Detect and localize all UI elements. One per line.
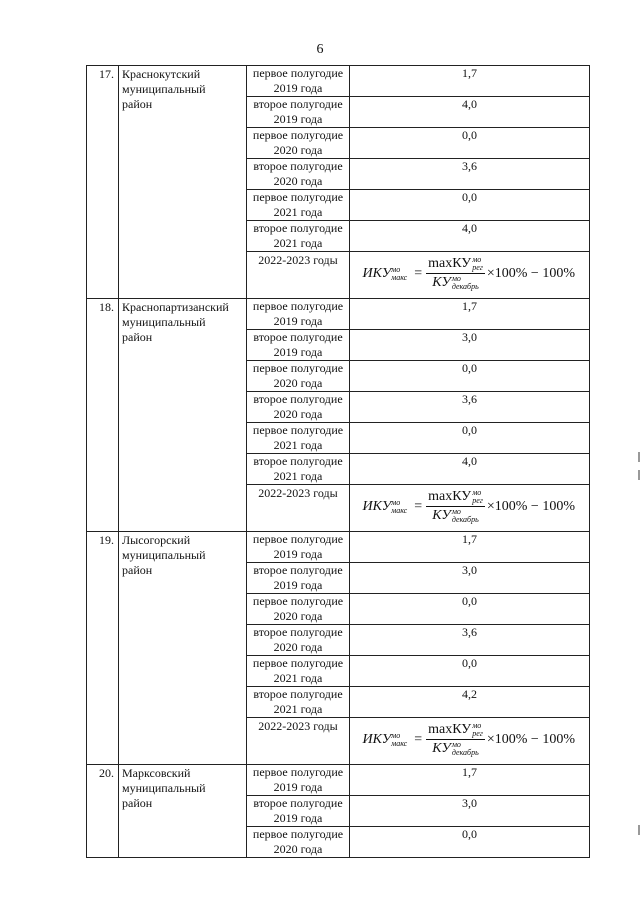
formula-rhs: ×100% − 100% bbox=[486, 732, 575, 747]
period-line: второе полугодие bbox=[253, 159, 343, 173]
period-cell bbox=[247, 97, 350, 128]
period-line: второе полугодие bbox=[253, 392, 343, 406]
formula-lhs-sup: мо bbox=[391, 730, 401, 740]
formula-lhs-sub: макс bbox=[391, 505, 408, 515]
period-line: второе полугодие bbox=[253, 221, 343, 235]
formula-rhs: ×100% − 100% bbox=[486, 266, 575, 281]
formula-denominator bbox=[432, 507, 478, 524]
formula-numerator bbox=[426, 722, 485, 740]
table-row bbox=[87, 532, 590, 563]
value-cell: 4,0 bbox=[350, 221, 590, 252]
period-line: 2019 года bbox=[273, 81, 323, 95]
region-number: 20. bbox=[87, 765, 119, 858]
formula-lhs-indices bbox=[391, 266, 407, 282]
period-line: второе полугодие bbox=[253, 454, 343, 468]
formula-fraction bbox=[426, 256, 485, 291]
period-cell bbox=[247, 765, 350, 796]
formula-lhs-sup: мо bbox=[391, 497, 401, 507]
region-name bbox=[119, 66, 247, 299]
table-body bbox=[87, 66, 590, 858]
region-name-line: муниципальный bbox=[122, 781, 206, 795]
period-line: 2021 года bbox=[273, 671, 323, 685]
formula-equals: = bbox=[414, 266, 423, 281]
period-cell-final: 2022-2023 годы bbox=[247, 485, 350, 532]
formula-den-main: КУ bbox=[432, 741, 451, 756]
formula-num-indices bbox=[472, 256, 483, 272]
period-cell bbox=[247, 796, 350, 827]
value-cell: 3,6 bbox=[350, 159, 590, 190]
period-cell bbox=[247, 532, 350, 563]
region-name-line: Краснопартизанский bbox=[122, 300, 229, 314]
formula-den-sup: мо bbox=[451, 740, 461, 749]
period-line: 2019 года bbox=[273, 780, 323, 794]
period-cell bbox=[247, 190, 350, 221]
table-row bbox=[87, 66, 590, 97]
value-cell: 1,7 bbox=[350, 66, 590, 97]
period-line: второе полугодие bbox=[253, 330, 343, 344]
formula-cell bbox=[350, 252, 590, 299]
formula-den-sup: мо bbox=[451, 507, 461, 516]
value-cell: 1,7 bbox=[350, 765, 590, 796]
value-cell: 0,0 bbox=[350, 361, 590, 392]
table-row bbox=[87, 299, 590, 330]
region-number: 18. bbox=[87, 299, 119, 532]
period-line: первое полугодие bbox=[252, 361, 344, 375]
region-name bbox=[119, 765, 247, 858]
value-cell: 4,0 bbox=[350, 97, 590, 128]
formula-den-sub: декабрь bbox=[451, 748, 479, 757]
formula-equals: = bbox=[414, 499, 423, 514]
region-name-line: район bbox=[122, 563, 153, 577]
region-number: 19. bbox=[87, 532, 119, 765]
value-cell: 3,0 bbox=[350, 330, 590, 361]
formula-numerator bbox=[426, 256, 485, 274]
value-cell: 3,0 bbox=[350, 796, 590, 827]
period-line: 2021 года bbox=[273, 205, 323, 219]
period-line: 2020 года bbox=[273, 842, 323, 856]
value-cell: 1,7 bbox=[350, 299, 590, 330]
period-line: второе полугодие bbox=[253, 563, 343, 577]
region-name-line: муниципальный bbox=[122, 82, 206, 96]
period-cell bbox=[247, 687, 350, 718]
period-line: второе полугодие bbox=[253, 97, 343, 111]
formula-den-sub: декабрь bbox=[451, 282, 479, 291]
region-name-line: район bbox=[122, 796, 153, 810]
region-name bbox=[119, 299, 247, 532]
table-row bbox=[87, 765, 590, 796]
period-cell bbox=[247, 361, 350, 392]
period-cell bbox=[247, 656, 350, 687]
formula-den-main: КУ bbox=[432, 508, 451, 523]
value-cell: 0,0 bbox=[350, 827, 590, 858]
region-name-line: Лысогорский bbox=[122, 533, 191, 547]
formula-num-indices bbox=[472, 722, 483, 738]
formula-num-sup: мо bbox=[472, 721, 482, 730]
period-line: второе полугодие bbox=[253, 625, 343, 639]
formula bbox=[362, 489, 575, 524]
period-line: 2021 года bbox=[273, 702, 323, 716]
period-line: 2020 года bbox=[273, 407, 323, 421]
period-line: первое полугодие bbox=[252, 190, 344, 204]
value-cell: 3,6 bbox=[350, 625, 590, 656]
period-line: 2020 года bbox=[273, 640, 323, 654]
period-cell bbox=[247, 625, 350, 656]
formula-lhs bbox=[362, 499, 407, 515]
period-line: 2020 года bbox=[273, 174, 323, 188]
formula-den-indices bbox=[452, 275, 479, 291]
period-line: второе полугодие bbox=[253, 796, 343, 810]
formula-equals: = bbox=[414, 732, 423, 747]
formula bbox=[362, 256, 575, 291]
value-cell: 0,0 bbox=[350, 656, 590, 687]
period-line: первое полугодие bbox=[252, 299, 344, 313]
period-line: 2020 года bbox=[273, 143, 323, 157]
period-line: 2019 года bbox=[273, 112, 323, 126]
period-cell-final: 2022-2023 годы bbox=[247, 718, 350, 765]
formula-den-indices bbox=[452, 741, 479, 757]
tariff-table bbox=[86, 65, 590, 858]
value-cell: 4,0 bbox=[350, 454, 590, 485]
formula bbox=[362, 722, 575, 757]
formula-lhs-sup: мо bbox=[391, 264, 401, 274]
formula-fraction bbox=[426, 722, 485, 757]
formula-den-main: КУ bbox=[432, 275, 451, 290]
period-line: 2020 года bbox=[273, 376, 323, 390]
period-cell bbox=[247, 594, 350, 625]
period-cell bbox=[247, 827, 350, 858]
period-cell bbox=[247, 221, 350, 252]
period-cell bbox=[247, 330, 350, 361]
period-line: первое полугодие bbox=[252, 128, 344, 142]
value-cell: 0,0 bbox=[350, 594, 590, 625]
period-line: 2019 года bbox=[273, 345, 323, 359]
period-line: 2019 года bbox=[273, 811, 323, 825]
formula-den-sup: мо bbox=[451, 274, 461, 283]
period-line: первое полугодие bbox=[252, 656, 344, 670]
region-name-line: Марксовский bbox=[122, 766, 191, 780]
value-cell: 3,0 bbox=[350, 563, 590, 594]
value-cell: 0,0 bbox=[350, 190, 590, 221]
formula-lhs-sub: макс bbox=[391, 738, 408, 748]
value-cell: 0,0 bbox=[350, 128, 590, 159]
formula-num-sup: мо bbox=[472, 488, 482, 497]
period-line: 2020 года bbox=[273, 609, 323, 623]
period-line: 2021 года bbox=[273, 236, 323, 250]
formula-lhs-main: ИКУ bbox=[362, 265, 392, 281]
period-line: 2021 года bbox=[273, 469, 323, 483]
formula-lhs-main: ИКУ bbox=[362, 498, 392, 514]
period-line: 2019 года bbox=[273, 578, 323, 592]
region-name-line: муниципальный bbox=[122, 548, 206, 562]
period-line: 2019 года bbox=[273, 547, 323, 561]
formula-num-sub: рег bbox=[472, 496, 483, 505]
formula-rhs: ×100% − 100% bbox=[486, 499, 575, 514]
period-line: первое полугодие bbox=[252, 532, 344, 546]
period-line: первое полугодие bbox=[252, 594, 344, 608]
page-number: 6 bbox=[316, 42, 324, 57]
period-line: первое полугодие bbox=[252, 66, 344, 80]
period-cell bbox=[247, 159, 350, 190]
formula-num-sub: рег bbox=[472, 263, 483, 272]
period-line: 2021 года bbox=[273, 438, 323, 452]
formula-cell bbox=[350, 485, 590, 532]
period-line: второе полугодие bbox=[253, 687, 343, 701]
value-cell: 1,7 bbox=[350, 532, 590, 563]
formula-denominator bbox=[432, 740, 478, 757]
period-line: 2019 года bbox=[273, 314, 323, 328]
period-cell-final: 2022-2023 годы bbox=[247, 252, 350, 299]
formula-fraction bbox=[426, 489, 485, 524]
formula-numerator bbox=[426, 489, 485, 507]
region-name-line: Краснокутский bbox=[122, 67, 201, 81]
formula-num-indices bbox=[472, 489, 483, 505]
formula-den-sub: декабрь bbox=[451, 515, 479, 524]
period-cell bbox=[247, 128, 350, 159]
period-line: первое полугодие bbox=[252, 827, 344, 841]
period-line: первое полугодие bbox=[252, 765, 344, 779]
period-cell bbox=[247, 299, 350, 330]
region-name bbox=[119, 532, 247, 765]
value-cell: 0,0 bbox=[350, 423, 590, 454]
formula-lhs bbox=[362, 266, 407, 282]
region-name-line: район bbox=[122, 330, 153, 344]
region-name-line: район bbox=[122, 97, 153, 111]
period-cell bbox=[247, 454, 350, 485]
formula-num-main: maxКУ bbox=[428, 256, 472, 271]
period-cell bbox=[247, 563, 350, 594]
formula-lhs-main: ИКУ bbox=[362, 731, 392, 747]
formula-num-main: maxКУ bbox=[428, 489, 472, 504]
formula-cell bbox=[350, 718, 590, 765]
formula-den-indices bbox=[452, 508, 479, 524]
region-number: 17. bbox=[87, 66, 119, 299]
formula-num-main: maxКУ bbox=[428, 722, 472, 737]
value-cell: 4,2 bbox=[350, 687, 590, 718]
formula-lhs bbox=[362, 732, 407, 748]
formula-num-sub: рег bbox=[472, 729, 483, 738]
formula-lhs-indices bbox=[391, 732, 407, 748]
period-cell bbox=[247, 66, 350, 97]
period-cell bbox=[247, 423, 350, 454]
period-line: первое полугодие bbox=[252, 423, 344, 437]
period-cell bbox=[247, 392, 350, 423]
formula-lhs-sub: макс bbox=[391, 272, 408, 282]
region-name-line: муниципальный bbox=[122, 315, 206, 329]
value-cell: 3,6 bbox=[350, 392, 590, 423]
formula-denominator bbox=[432, 274, 478, 291]
formula-lhs-indices bbox=[391, 499, 407, 515]
formula-num-sup: мо bbox=[472, 255, 482, 264]
